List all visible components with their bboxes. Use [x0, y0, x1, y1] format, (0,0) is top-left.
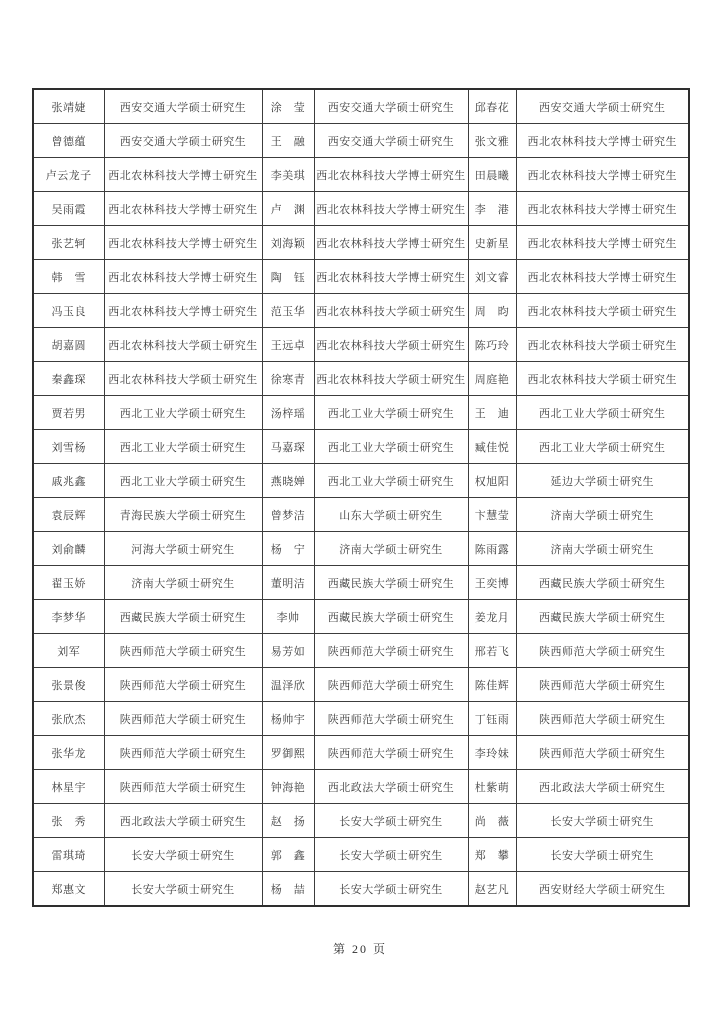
affiliation-cell: 陕西师范大学硕士研究生	[314, 736, 468, 770]
affiliation-cell: 西北工业大学硕士研究生	[314, 396, 468, 430]
affiliation-cell: 西北政法大学硕士研究生	[104, 804, 262, 838]
affiliation-cell: 河海大学硕士研究生	[104, 532, 262, 566]
student-name-cell: 李玲妹	[468, 736, 516, 770]
student-name-cell: 张文雅	[468, 124, 516, 158]
graduates-roster-table	[32, 88, 690, 907]
student-name-cell: 范玉华	[262, 294, 314, 328]
student-name-cell: 钟海艳	[262, 770, 314, 804]
student-name-cell: 张 秀	[33, 804, 104, 838]
student-name-cell: 燕晓婵	[262, 464, 314, 498]
page-number: 第 20 页	[332, 942, 387, 956]
student-name-cell: 雷琪琦	[33, 838, 104, 872]
affiliation-cell: 西北工业大学硕士研究生	[104, 396, 262, 430]
student-name-cell: 李梦华	[33, 600, 104, 634]
affiliation-cell: 西北工业大学硕士研究生	[314, 430, 468, 464]
affiliation-cell: 西藏民族大学硕士研究生	[516, 600, 689, 634]
affiliation-cell: 西北农林科技大学博士研究生	[516, 124, 689, 158]
affiliation-cell: 西安交通大学硕士研究生	[314, 124, 468, 158]
affiliation-cell: 陕西师范大学硕士研究生	[104, 702, 262, 736]
student-name-cell: 张艺轲	[33, 226, 104, 260]
affiliation-cell: 西北农林科技大学硕士研究生	[104, 362, 262, 396]
affiliation-cell: 西北农林科技大学硕士研究生	[104, 328, 262, 362]
student-name-cell: 陈雨露	[468, 532, 516, 566]
affiliation-cell: 济南大学硕士研究生	[314, 532, 468, 566]
student-name-cell: 赵 扬	[262, 804, 314, 838]
student-name-cell: 邱春花	[468, 89, 516, 124]
affiliation-cell: 西北农林科技大学博士研究生	[314, 226, 468, 260]
student-name-cell: 秦鑫琛	[33, 362, 104, 396]
student-name-cell: 杜紫萌	[468, 770, 516, 804]
affiliation-cell: 西北工业大学硕士研究生	[314, 464, 468, 498]
affiliation-cell: 西北农林科技大学博士研究生	[104, 294, 262, 328]
student-name-cell: 胡嘉圆	[33, 328, 104, 362]
table-row	[33, 736, 689, 770]
affiliation-cell: 西藏民族大学硕士研究生	[314, 600, 468, 634]
student-name-cell: 周庭艳	[468, 362, 516, 396]
affiliation-cell: 陕西师范大学硕士研究生	[104, 736, 262, 770]
affiliation-cell: 陕西师范大学硕士研究生	[104, 668, 262, 702]
student-name-cell: 李美琪	[262, 158, 314, 192]
table-row	[33, 294, 689, 328]
table-row	[33, 804, 689, 838]
affiliation-cell: 西北农林科技大学博士研究生	[104, 158, 262, 192]
student-name-cell: 陈巧玲	[468, 328, 516, 362]
table-row	[33, 396, 689, 430]
affiliation-cell: 青海民族大学硕士研究生	[104, 498, 262, 532]
table-row	[33, 430, 689, 464]
affiliation-cell: 济南大学硕士研究生	[516, 498, 689, 532]
affiliation-cell: 西北农林科技大学博士研究生	[104, 226, 262, 260]
table-row	[33, 600, 689, 634]
student-name-cell: 王奕博	[468, 566, 516, 600]
affiliation-cell: 西北农林科技大学博士研究生	[314, 158, 468, 192]
student-name-cell: 曾德蕴	[33, 124, 104, 158]
table-row	[33, 838, 689, 872]
student-name-cell: 卞慧莹	[468, 498, 516, 532]
student-name-cell: 邢若飞	[468, 634, 516, 668]
affiliation-cell: 西北工业大学硕士研究生	[104, 464, 262, 498]
affiliation-cell: 西安交通大学硕士研究生	[314, 89, 468, 124]
affiliation-cell: 延边大学硕士研究生	[516, 464, 689, 498]
table-row	[33, 328, 689, 362]
affiliation-cell: 西北农林科技大学博士研究生	[314, 192, 468, 226]
student-name-cell: 张靖婕	[33, 89, 104, 124]
student-name-cell: 李 港	[468, 192, 516, 226]
affiliation-cell: 陕西师范大学硕士研究生	[104, 770, 262, 804]
affiliation-cell: 长安大学硕士研究生	[516, 838, 689, 872]
student-name-cell: 陈佳辉	[468, 668, 516, 702]
student-name-cell: 权旭阳	[468, 464, 516, 498]
affiliation-cell: 西北农林科技大学博士研究生	[314, 260, 468, 294]
affiliation-cell: 西北工业大学硕士研究生	[516, 430, 689, 464]
student-name-cell: 韩 雪	[33, 260, 104, 294]
affiliation-cell: 济南大学硕士研究生	[516, 532, 689, 566]
student-name-cell: 姜龙月	[468, 600, 516, 634]
affiliation-cell: 西北农林科技大学硕士研究生	[516, 362, 689, 396]
table-row	[33, 668, 689, 702]
affiliation-cell: 西安交通大学硕士研究生	[516, 89, 689, 124]
student-name-cell: 赵艺凡	[468, 872, 516, 907]
student-name-cell: 郑 攀	[468, 838, 516, 872]
affiliation-cell: 济南大学硕士研究生	[104, 566, 262, 600]
affiliation-cell: 陕西师范大学硕士研究生	[314, 702, 468, 736]
affiliation-cell: 西北农林科技大学硕士研究生	[314, 328, 468, 362]
student-name-cell: 刘军	[33, 634, 104, 668]
student-name-cell: 林星宇	[33, 770, 104, 804]
student-name-cell: 罗御熙	[262, 736, 314, 770]
student-name-cell: 吴雨霞	[33, 192, 104, 226]
affiliation-cell: 山东大学硕士研究生	[314, 498, 468, 532]
student-name-cell: 翟玉娇	[33, 566, 104, 600]
table-row	[33, 192, 689, 226]
student-name-cell: 徐寒青	[262, 362, 314, 396]
affiliation-cell: 西藏民族大学硕士研究生	[314, 566, 468, 600]
affiliation-cell: 西北农林科技大学硕士研究生	[516, 328, 689, 362]
affiliation-cell: 陕西师范大学硕士研究生	[314, 668, 468, 702]
student-name-cell: 刘雪杨	[33, 430, 104, 464]
affiliation-cell: 陕西师范大学硕士研究生	[516, 668, 689, 702]
affiliation-cell: 陕西师范大学硕士研究生	[104, 634, 262, 668]
student-name-cell: 易芳如	[262, 634, 314, 668]
affiliation-cell: 陕西师范大学硕士研究生	[516, 736, 689, 770]
student-name-cell: 卢云龙子	[33, 158, 104, 192]
affiliation-cell: 陕西师范大学硕士研究生	[516, 702, 689, 736]
student-name-cell: 王远卓	[262, 328, 314, 362]
table-row	[33, 872, 689, 907]
affiliation-cell: 西北农林科技大学硕士研究生	[314, 294, 468, 328]
affiliation-cell: 西北农林科技大学博士研究生	[516, 158, 689, 192]
table-row	[33, 702, 689, 736]
student-name-cell: 刘俞麟	[33, 532, 104, 566]
table-row	[33, 89, 689, 124]
student-name-cell: 杨 宁	[262, 532, 314, 566]
student-name-cell: 陶 钰	[262, 260, 314, 294]
table-row	[33, 532, 689, 566]
table-row	[33, 226, 689, 260]
student-name-cell: 史新星	[468, 226, 516, 260]
student-name-cell: 冯玉良	[33, 294, 104, 328]
student-name-cell: 曾梦洁	[262, 498, 314, 532]
student-name-cell: 刘海颖	[262, 226, 314, 260]
student-name-cell: 刘文睿	[468, 260, 516, 294]
affiliation-cell: 西北农林科技大学硕士研究生	[516, 294, 689, 328]
affiliation-cell: 长安大学硕士研究生	[104, 872, 262, 907]
roster-table-body	[33, 89, 689, 906]
student-name-cell: 温泽欣	[262, 668, 314, 702]
student-name-cell: 袁辰辉	[33, 498, 104, 532]
student-name-cell: 汤梓瑶	[262, 396, 314, 430]
student-name-cell: 丁钰雨	[468, 702, 516, 736]
affiliation-cell: 长安大学硕士研究生	[314, 838, 468, 872]
student-name-cell: 马嘉琛	[262, 430, 314, 464]
affiliation-cell: 长安大学硕士研究生	[314, 872, 468, 907]
affiliation-cell: 西安交通大学硕士研究生	[104, 124, 262, 158]
student-name-cell: 臧佳悦	[468, 430, 516, 464]
student-name-cell: 卢 渊	[262, 192, 314, 226]
affiliation-cell: 长安大学硕士研究生	[104, 838, 262, 872]
affiliation-cell: 长安大学硕士研究生	[516, 804, 689, 838]
affiliation-cell: 西北农林科技大学硕士研究生	[314, 362, 468, 396]
student-name-cell: 戚兆鑫	[33, 464, 104, 498]
affiliation-cell: 西北农林科技大学博士研究生	[516, 192, 689, 226]
student-name-cell: 董明洁	[262, 566, 314, 600]
student-name-cell: 田晨曦	[468, 158, 516, 192]
student-name-cell: 郭 鑫	[262, 838, 314, 872]
student-name-cell: 张华龙	[33, 736, 104, 770]
student-name-cell: 李帅	[262, 600, 314, 634]
table-row	[33, 260, 689, 294]
student-name-cell: 尚 薇	[468, 804, 516, 838]
table-row	[33, 124, 689, 158]
affiliation-cell: 西北农林科技大学博士研究生	[516, 260, 689, 294]
student-name-cell: 贾若男	[33, 396, 104, 430]
table-row	[33, 464, 689, 498]
student-name-cell: 杨 喆	[262, 872, 314, 907]
affiliation-cell: 西北农林科技大学博士研究生	[104, 192, 262, 226]
table-row	[33, 158, 689, 192]
affiliation-cell: 西北政法大学硕士研究生	[516, 770, 689, 804]
student-name-cell: 涂 莹	[262, 89, 314, 124]
table-row	[33, 362, 689, 396]
student-name-cell: 周 昀	[468, 294, 516, 328]
affiliation-cell: 陕西师范大学硕士研究生	[314, 634, 468, 668]
student-name-cell: 王 融	[262, 124, 314, 158]
table-row	[33, 634, 689, 668]
affiliation-cell: 长安大学硕士研究生	[314, 804, 468, 838]
student-name-cell: 王 迪	[468, 396, 516, 430]
affiliation-cell: 陕西师范大学硕士研究生	[516, 634, 689, 668]
affiliation-cell: 西北工业大学硕士研究生	[516, 396, 689, 430]
affiliation-cell: 西北工业大学硕士研究生	[104, 430, 262, 464]
table-row	[33, 498, 689, 532]
student-name-cell: 张景俊	[33, 668, 104, 702]
student-name-cell: 杨帅宇	[262, 702, 314, 736]
affiliation-cell: 西北政法大学硕士研究生	[314, 770, 468, 804]
affiliation-cell: 西安交通大学硕士研究生	[104, 89, 262, 124]
affiliation-cell: 西藏民族大学硕士研究生	[516, 566, 689, 600]
affiliation-cell: 西藏民族大学硕士研究生	[104, 600, 262, 634]
table-row	[33, 770, 689, 804]
affiliation-cell: 西安财经大学硕士研究生	[516, 872, 689, 907]
affiliation-cell: 西北农林科技大学博士研究生	[516, 226, 689, 260]
affiliation-cell: 西北农林科技大学博士研究生	[104, 260, 262, 294]
table-row	[33, 566, 689, 600]
student-name-cell: 张欣杰	[33, 702, 104, 736]
student-name-cell: 郑惠文	[33, 872, 104, 907]
